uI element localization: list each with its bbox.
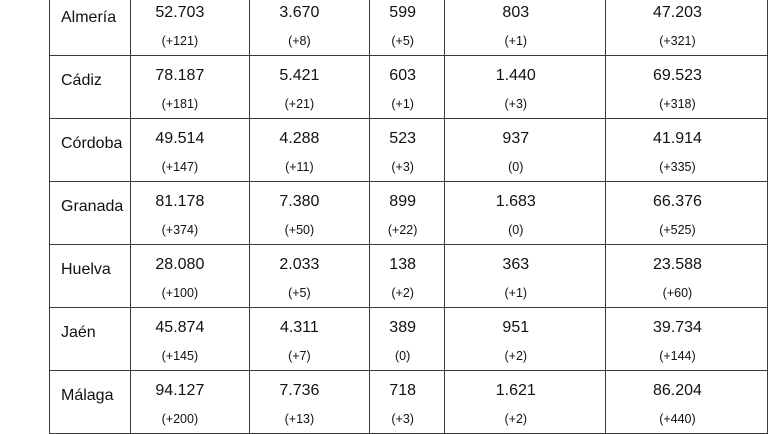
cell-delta: (+5) [288, 286, 311, 300]
table-body [50, 0, 768, 434]
data-cell [444, 182, 605, 245]
cell-value: 2.033 [279, 256, 320, 273]
data-cell [605, 119, 767, 182]
cell-value: 937 [502, 130, 530, 147]
cell-value: 4.288 [279, 130, 320, 147]
cell-delta: (+100) [161, 286, 199, 300]
cell-value: 363 [502, 256, 530, 273]
cell-value: 3.670 [279, 4, 320, 21]
cell-value: 803 [502, 4, 530, 21]
cell-delta: (+3) [504, 97, 528, 111]
cell-delta: (+1) [504, 34, 528, 48]
province-cell [50, 308, 131, 371]
cell-delta: (+3) [391, 160, 414, 174]
cell-delta: (+1) [504, 286, 528, 300]
cell-value: 41.914 [652, 130, 702, 147]
data-cell [369, 182, 444, 245]
data-cell [369, 119, 444, 182]
cell-delta: (+2) [504, 349, 528, 363]
cell-delta: (+321) [659, 34, 696, 48]
data-cell [369, 371, 444, 434]
province-name: Jaén [61, 324, 96, 341]
cell-delta: (+145) [161, 349, 199, 363]
cell-value: 23.588 [652, 256, 702, 273]
cell-value: 52.703 [155, 4, 205, 21]
data-cell [250, 308, 370, 371]
data-cell [605, 308, 767, 371]
cell-delta: (+2) [391, 286, 414, 300]
province-name: Huelva [61, 261, 111, 278]
cell-value: 599 [389, 4, 416, 21]
cell-delta: (+335) [659, 160, 696, 174]
cell-delta: (+200) [161, 412, 199, 426]
cell-value: 78.187 [155, 67, 205, 84]
data-cell [250, 56, 370, 119]
cell-value: 94.127 [155, 382, 205, 399]
cell-value: 603 [389, 67, 416, 84]
table-row [50, 56, 768, 119]
province-cell [50, 0, 131, 56]
data-cell [130, 0, 250, 56]
cell-delta: (+2) [504, 412, 528, 426]
cell-delta: (+440) [659, 412, 696, 426]
cell-delta: (+60) [662, 286, 693, 300]
cell-delta: (+181) [161, 97, 199, 111]
cell-delta: (+374) [161, 223, 199, 237]
data-cell [444, 371, 605, 434]
province-name: Córdoba [61, 135, 123, 152]
cell-value: 523 [389, 130, 416, 147]
cell-value: 1.683 [495, 193, 536, 210]
cell-value: 28.080 [155, 256, 205, 273]
table-row [50, 182, 768, 245]
data-cell [250, 119, 370, 182]
data-cell [250, 182, 370, 245]
cell-value: 86.204 [652, 382, 702, 399]
province-cell [50, 245, 131, 308]
cell-value: 47.203 [652, 4, 702, 21]
cell-delta: (+11) [285, 160, 314, 174]
cell-delta: (+21) [284, 97, 315, 111]
cell-delta: (+50) [284, 223, 315, 237]
cell-delta: (0) [395, 349, 411, 363]
cell-value: 138 [389, 256, 416, 273]
table-row [50, 371, 768, 434]
cell-delta: (+121) [161, 34, 199, 48]
data-cell [444, 56, 605, 119]
cell-value: 951 [502, 319, 530, 336]
cell-delta: (+318) [659, 97, 696, 111]
cell-value: 1.440 [495, 67, 536, 84]
cell-value: 7.736 [279, 382, 320, 399]
province-name: Cádiz [61, 72, 102, 89]
province-name: Málaga [61, 387, 114, 404]
cell-delta: (+147) [161, 160, 199, 174]
data-cell [130, 119, 250, 182]
table-row [50, 0, 768, 56]
data-cell [605, 56, 767, 119]
cell-delta: (+22) [387, 223, 418, 237]
cell-delta: (+13) [284, 412, 315, 426]
data-cell [369, 308, 444, 371]
data-cell [444, 119, 605, 182]
province-cell [50, 56, 131, 119]
data-cell [605, 245, 767, 308]
province-data-table [49, 0, 768, 434]
cell-delta: (+7) [288, 349, 311, 363]
data-cell [130, 245, 250, 308]
table-row [50, 308, 768, 371]
data-cell [444, 308, 605, 371]
data-cell [369, 56, 444, 119]
cell-delta: (+144) [659, 349, 696, 363]
data-cell [130, 308, 250, 371]
cell-delta: (0) [508, 223, 524, 237]
cell-delta: (+525) [659, 223, 696, 237]
cell-value: 39.734 [652, 319, 702, 336]
cell-value: 49.514 [155, 130, 205, 147]
data-cell [250, 0, 370, 56]
data-cell [444, 0, 605, 56]
cell-value: 1.621 [495, 382, 536, 399]
table-row [50, 119, 768, 182]
data-cell [444, 245, 605, 308]
province-name: Granada [61, 198, 124, 215]
cell-delta: (+3) [391, 412, 414, 426]
cell-value: 389 [389, 319, 416, 336]
data-cell [250, 245, 370, 308]
province-name: Almería [61, 9, 117, 26]
data-cell [369, 0, 444, 56]
province-cell [50, 182, 131, 245]
cell-delta: (0) [508, 160, 524, 174]
cell-value: 7.380 [279, 193, 320, 210]
data-cell [130, 371, 250, 434]
cell-value: 718 [389, 382, 416, 399]
data-cell [250, 371, 370, 434]
cell-delta: (+8) [288, 34, 311, 48]
cell-value: 899 [389, 193, 416, 210]
data-cell [605, 371, 767, 434]
cell-value: 45.874 [155, 319, 205, 336]
data-cell [130, 182, 250, 245]
data-cell [130, 56, 250, 119]
province-cell [50, 371, 131, 434]
cell-delta: (+1) [391, 97, 414, 111]
data-cell [369, 245, 444, 308]
data-cell [605, 0, 767, 56]
cell-value: 81.178 [155, 193, 205, 210]
cell-delta: (+5) [391, 34, 414, 48]
cell-value: 66.376 [652, 193, 702, 210]
cell-value: 5.421 [279, 67, 320, 84]
cell-value: 4.311 [279, 319, 319, 336]
table-row [50, 245, 768, 308]
cell-value: 69.523 [652, 67, 702, 84]
data-cell [605, 182, 767, 245]
province-cell [50, 119, 131, 182]
